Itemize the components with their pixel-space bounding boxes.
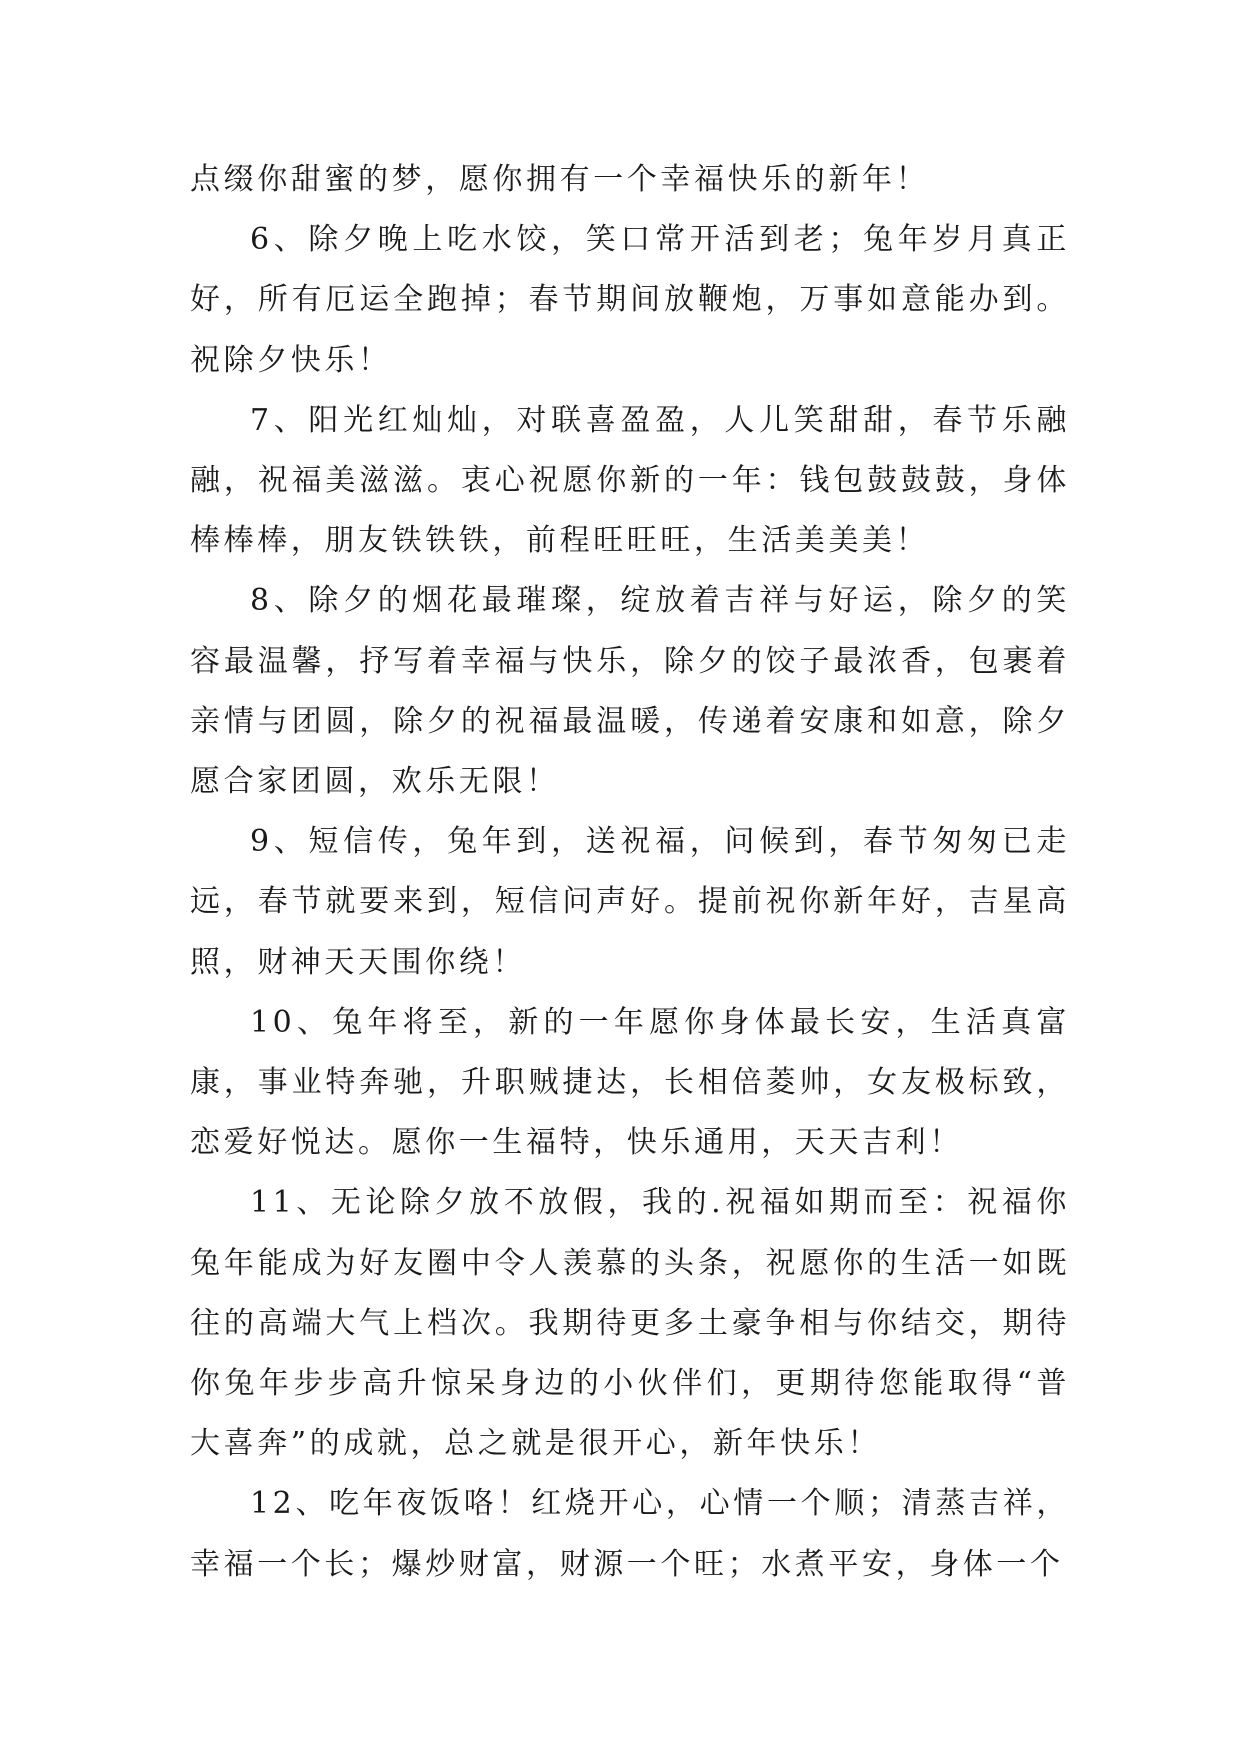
paragraph-12: 12、吃年夜饭咯！红烧开心，心情一个顺；清蒸吉祥，幸福一个长；爆炒财富，财源一个旺；水煮平安，身体一个 [190, 1486, 1070, 1582]
paragraph-11: 11、无论除夕放不放假，我的.祝福如期而至：祝福你兔年能成为好友圈中令人羡慕的头条，祝愿你的生活一如既往的高端大气上档次。我期待更多土豪争相与你结交，期待你兔年步步高升惊呆身边的小伙伴们，更期待您能取得“普大喜奔”的成就，总之就是很开心，新年快乐！ [190, 1185, 1070, 1462]
paragraph-continuation: 点缀你甜蜜的梦，愿你拥有一个幸福快乐的新年！ [190, 162, 930, 197]
paragraph-10: 10、兔年将至，新的一年愿你身体最长安，生活真富康，事业特奔驰，升职贼捷达，长相倍菱帅，女友极标致，恋爱好悦达。愿你一生福特，快乐通用，天天吉利！ [190, 1004, 1070, 1161]
paragraph-9: 9、短信传，兔年到，送祝福，问候到，春节匆匆已走远，春节就要来到，短信问声好。提前祝你新年好，吉星高照，财神天天围你绕！ [190, 824, 1070, 980]
paragraph-8: 8、除夕的烟花最璀璨，绽放着吉祥与好运，除夕的笑容最温馨，抒写着幸福与快乐，除夕的饺子最浓香，包裹着亲情与团圆，除夕的祝福最温暖，传递着安康和如意，除夕愿合家团圆，欢乐无限！ [190, 583, 1070, 800]
paragraph-7: 7、阳光红灿灿，对联喜盈盈，人儿笑甜甜，春节乐融融，祝福美滋滋。衷心祝愿你新的一年：钱包鼓鼓鼓，身体棒棒棒，朋友铁铁铁，前程旺旺旺，生活美美美！ [190, 402, 1070, 559]
paragraph-6: 6、除夕晚上吃水饺，笑口常开活到老；兔年岁月真正好，所有厄运全跑掉；春节期间放鞭炮，万事如意能办到。祝除夕快乐！ [190, 222, 1070, 378]
body-text [190, 150, 1070, 1595]
